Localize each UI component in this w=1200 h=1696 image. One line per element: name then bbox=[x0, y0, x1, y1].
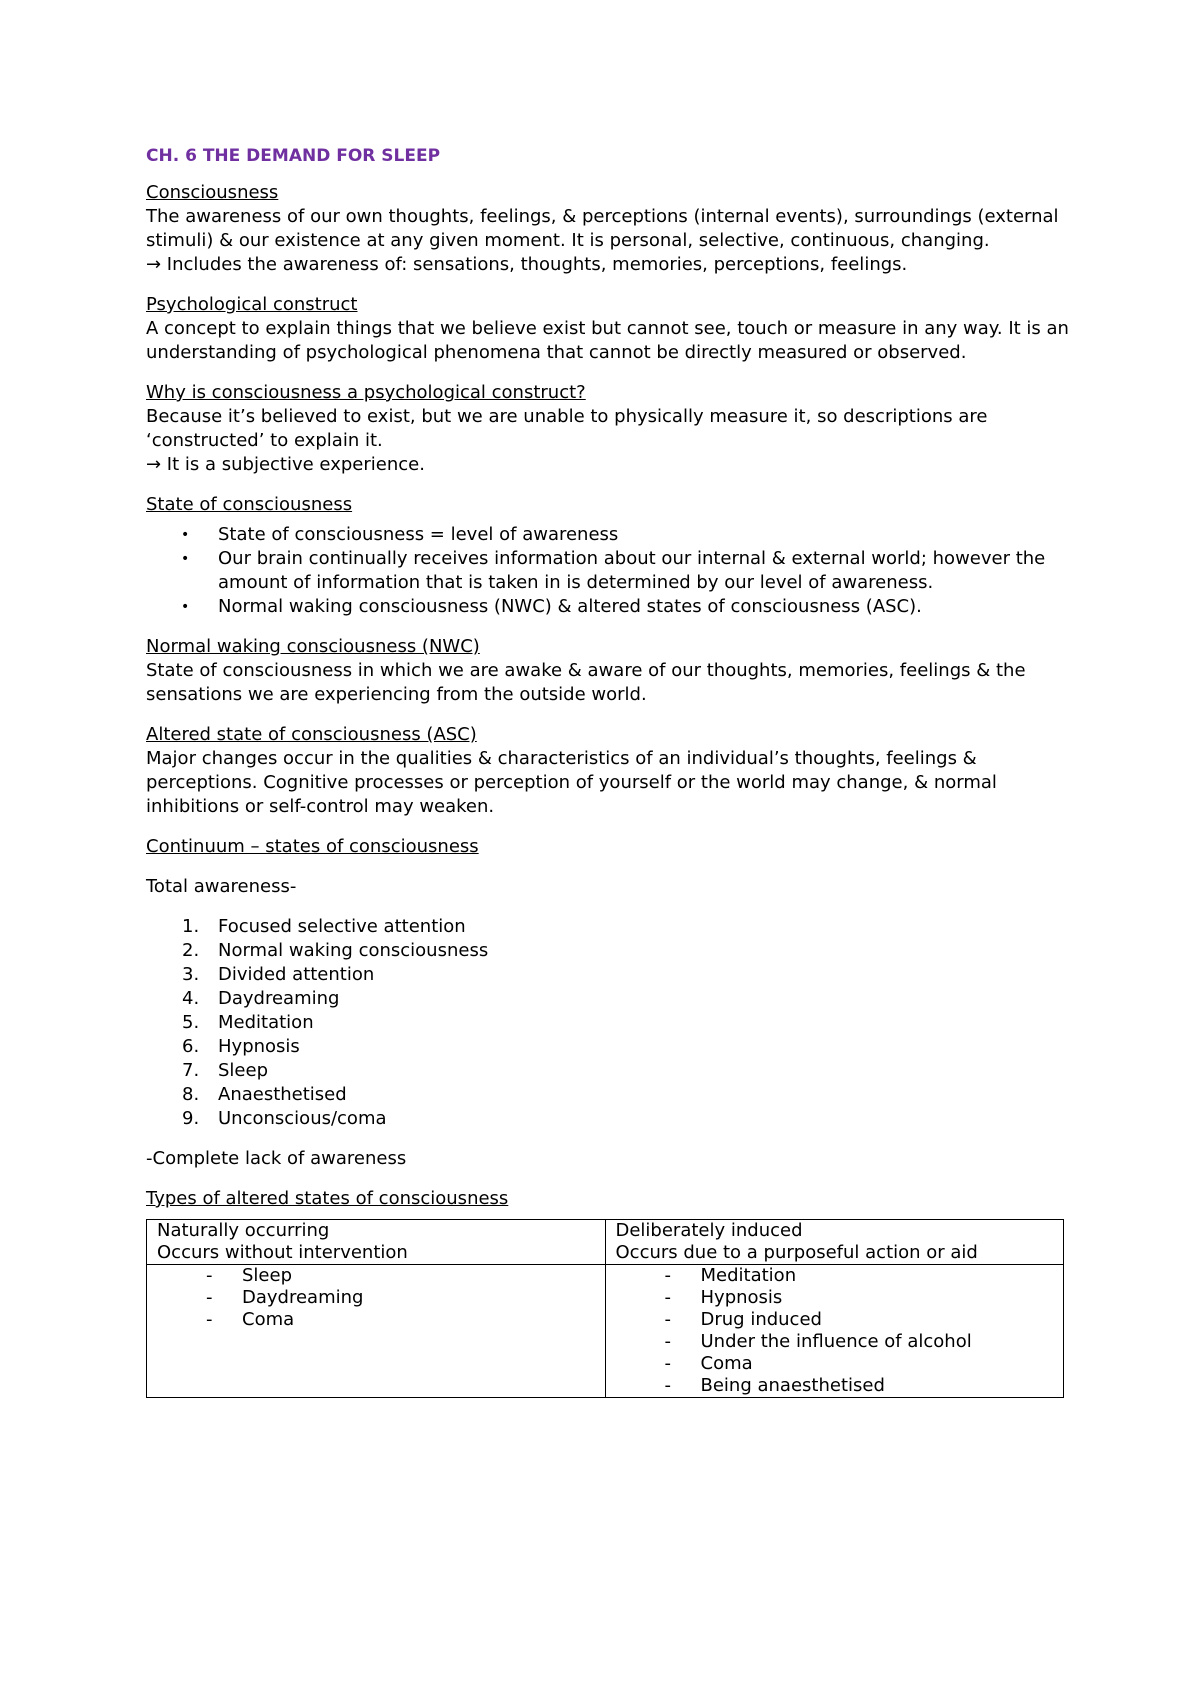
section-consciousness bbox=[146, 181, 1070, 277]
section-heading: Normal waking consciousness (NWC) bbox=[146, 636, 480, 657]
dash-list bbox=[157, 1265, 595, 1331]
section-heading: Altered state of consciousness (ASC) bbox=[146, 724, 477, 745]
list-item: - Drug induced bbox=[701, 1309, 1054, 1331]
list-item: 3. Divided attention bbox=[182, 964, 375, 985]
section-nwc bbox=[146, 635, 1070, 707]
list-item: 1. Focused selective attention bbox=[182, 916, 466, 937]
section-text: A concept to explain things that we believe exist but cannot see, touch or measure in any way. It is an understanding of psychological phenomena that cannot be directly measured or observed. bbox=[146, 318, 1069, 363]
section-types bbox=[146, 1187, 1070, 1398]
list-item: - Sleep bbox=[242, 1265, 595, 1287]
section-text: State of consciousness in which we are awake & aware of our thoughts, memories, feelings & the sensations we are experiencing from the outside world. bbox=[146, 660, 1026, 705]
list-item: - Coma bbox=[701, 1353, 1054, 1375]
table-cell bbox=[605, 1220, 1064, 1265]
section-continuum bbox=[146, 835, 1070, 1171]
section-heading: Continuum – states of consciousness bbox=[146, 836, 479, 857]
asc-types-table bbox=[146, 1219, 1064, 1398]
list-item: 4. Daydreaming bbox=[182, 988, 340, 1009]
table-cell bbox=[147, 1220, 606, 1265]
list-item: 6. Hypnosis bbox=[182, 1036, 300, 1057]
section-note: → Includes the awareness of: sensations, thoughts, memories, perceptions, feelings. bbox=[146, 254, 908, 275]
list-item: 7. Sleep bbox=[182, 1060, 269, 1081]
list-item: - Daydreaming bbox=[242, 1287, 595, 1309]
table-cell bbox=[605, 1265, 1064, 1398]
section-state bbox=[146, 493, 1070, 619]
column-subtitle: Occurs due to a purposeful action or aid bbox=[615, 1242, 978, 1263]
table-header-row bbox=[147, 1220, 1064, 1265]
section-heading: State of consciousness bbox=[146, 494, 353, 515]
table-row bbox=[147, 1265, 1064, 1398]
section-note: → It is a subjective experience. bbox=[146, 454, 425, 475]
column-title: Naturally occurring bbox=[157, 1220, 330, 1241]
page-title: CH. 6 THE DEMAND FOR SLEEP bbox=[146, 146, 441, 166]
list-item: 2. Normal waking consciousness bbox=[182, 940, 489, 961]
section-text: Because it’s believed to exist, but we are unable to physically measure it, so descriptions are ‘constructed’ to explain it. bbox=[146, 406, 988, 451]
continuum-bottom-label: -Complete lack of awareness bbox=[146, 1148, 407, 1169]
list-item: 9. Unconscious/coma bbox=[182, 1108, 387, 1129]
table-cell bbox=[147, 1265, 606, 1398]
list-item: - Hypnosis bbox=[701, 1287, 1054, 1309]
section-heading: Why is consciousness a psychological construct? bbox=[146, 382, 586, 403]
list-item: • Our brain continually receives information about our internal & external world; however the amount of information that is taken in is determined by our level of awareness. bbox=[218, 547, 1070, 595]
section-heading: Consciousness bbox=[146, 182, 279, 203]
column-subtitle: Occurs without intervention bbox=[157, 1242, 408, 1263]
bullet-list bbox=[146, 523, 1070, 619]
list-item: • Normal waking consciousness (NWC) & altered states of consciousness (ASC). bbox=[218, 595, 1070, 619]
column-title: Deliberately induced bbox=[615, 1220, 803, 1241]
list-item: 5. Meditation bbox=[182, 1012, 314, 1033]
section-heading: Types of altered states of consciousness bbox=[146, 1188, 509, 1209]
section-asc bbox=[146, 723, 1070, 819]
continuum-top-label: Total awareness- bbox=[146, 876, 297, 897]
list-item: - Meditation bbox=[701, 1265, 1054, 1287]
list-item: - Coma bbox=[242, 1309, 595, 1331]
section-why bbox=[146, 381, 1070, 477]
section-text: The awareness of our own thoughts, feelings, & perceptions (internal events), surroundings (external stimuli) & our existence at any given moment. It is personal, selective, continuous, changing. bbox=[146, 206, 1059, 251]
list-item: • State of consciousness = level of awareness bbox=[218, 523, 1070, 547]
dash-list bbox=[616, 1265, 1054, 1397]
list-item: - Being anaesthetised bbox=[701, 1375, 1054, 1397]
section-construct bbox=[146, 293, 1070, 365]
continuum-list bbox=[146, 915, 1070, 1131]
list-item: - Under the influence of alcohol bbox=[701, 1331, 1054, 1353]
section-heading: Psychological construct bbox=[146, 294, 358, 315]
section-text: Major changes occur in the qualities & characteristics of an individual’s thoughts, feelings & perceptions. Cognitive processes or perception of yourself or the world may change, & normal inhibitions or self-control may weaken. bbox=[146, 748, 997, 817]
list-item: 8. Anaesthetised bbox=[182, 1084, 347, 1105]
